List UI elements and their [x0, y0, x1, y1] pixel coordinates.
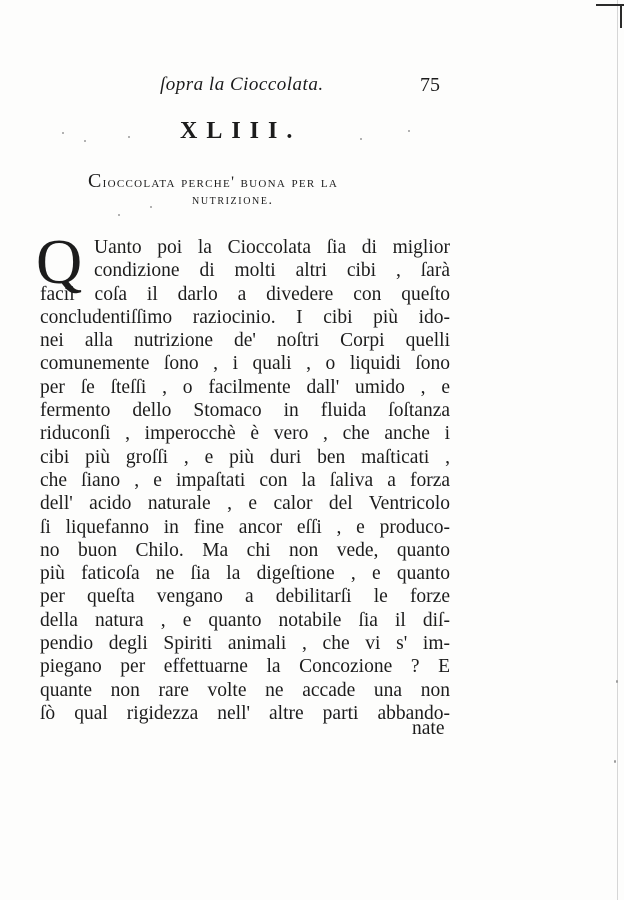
running-head: ſopra la Cioccolata. [160, 74, 324, 95]
paper-speck [128, 136, 130, 138]
paper-speck [614, 760, 616, 763]
text-line: della natura , e quanto notabile ſia il diſ- [40, 609, 450, 631]
chapter-title-text: ioccolata perche' buona per la [102, 174, 339, 191]
text-line: fermento dello Stomaco in fluida ſoſtanza [40, 400, 450, 422]
chapter-title-line-2: nutrizione. [192, 193, 274, 208]
paper-speck [118, 214, 120, 216]
page-corner-mark-vertical [620, 4, 622, 28]
paper-speck [150, 206, 152, 208]
text-line: nei alla nutrizione de' noſtri Corpi quelli [40, 330, 450, 352]
chapter-title-initial: C [88, 170, 103, 192]
text-line: ſi liquefanno in fine ancor eſſi , e produco- [40, 516, 450, 538]
catchword: nate [412, 718, 445, 739]
text-line: facil coſa il darlo a divedere con queſto [40, 283, 450, 305]
paper-speck [62, 132, 64, 134]
drop-cap: Q [36, 226, 83, 297]
chapter-title-line-1 [88, 170, 338, 193]
paper-speck [360, 138, 362, 140]
body-text [40, 236, 450, 725]
page-edge [617, 0, 618, 900]
text-line: che ſiano , e impaſtati con la ſaliva a forza [40, 469, 450, 491]
text-line: comunemente ſono , i quali , o liquidi ſono [40, 353, 450, 375]
text-line: condizione di molti altri cibi , ſarà [94, 260, 450, 282]
text-line: Uanto poi la Cioccolata ſia di miglior [94, 237, 450, 258]
paper-speck [408, 130, 410, 132]
text-line: dell' acido naturale , e calor del Ventricolo [40, 493, 450, 515]
text-line: piegano per effettuarne la Concozione ? E [40, 656, 450, 678]
text-line: più faticoſa ne ſia la digeſtione , e quanto [40, 563, 450, 585]
text-line: no buon Chilo. Ma chi non vede, quanto [40, 539, 450, 561]
paper-speck [84, 140, 86, 142]
paper-speck [616, 680, 618, 683]
text-line: riduconſi , imperocchè è vero , che anche i [40, 423, 450, 445]
text-line: cibi più groſſi , e più duri ben maſticati , [40, 446, 450, 468]
text-line: concludentiſſimo raziocinio. I cibi più ido- [40, 306, 450, 328]
text-line: per ſe ſteſſi , o facilmente dall' umido , e [40, 376, 450, 398]
text-line: quante non rare volte ne accade una non [40, 679, 450, 701]
text-line: ſò qual rigidezza nell' altre parti abbando- [40, 702, 450, 724]
text-line: per queſta vengano a debilitarſi le forze [40, 586, 450, 608]
page-number: 75 [420, 74, 440, 96]
chapter-number: XLIII. [180, 118, 302, 144]
text-line: pendio degli Spiriti animali , che vi s' im- [40, 633, 450, 655]
